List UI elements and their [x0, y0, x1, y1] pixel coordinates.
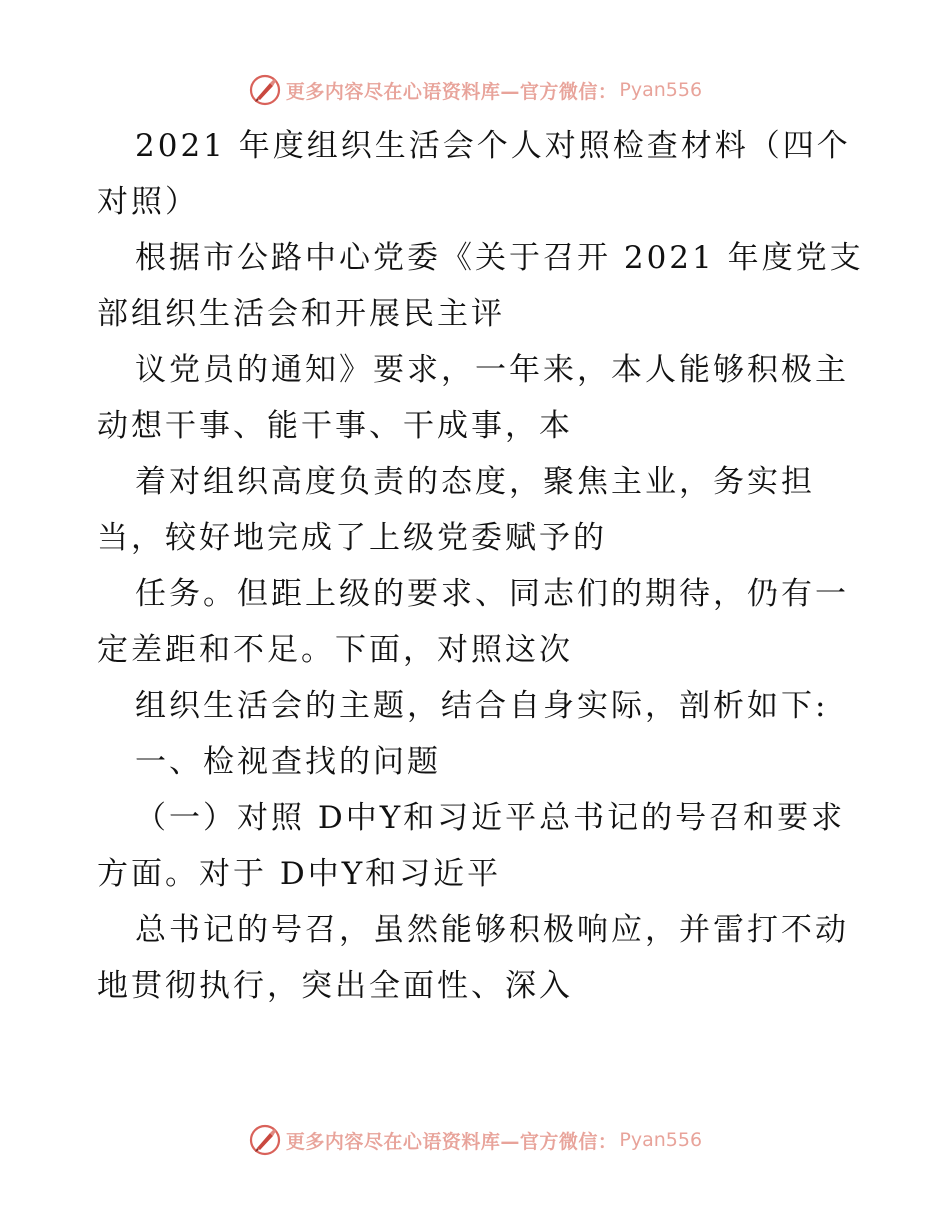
paragraph-line: 动想干事、能干事、干成事，本 — [97, 408, 573, 444]
paragraph-line: 部组织生活会和开展民主评 — [97, 296, 505, 332]
watermark-text: 更多内容尽在心语资料库—官方微信： — [285, 80, 618, 103]
paragraph-line: 总书记的号召，虽然能够积极响应，并雷打不动 — [135, 912, 849, 948]
paragraph-line: 议党员的通知》要求，一年来，本人能够积极主 — [135, 352, 849, 388]
paragraph-line: 当，较好地完成了上级党委赋予的 — [97, 520, 607, 556]
paragraph-line: 着对组织高度负责的态度，聚焦主业，务实担 — [135, 464, 815, 500]
document-body — [97, 118, 864, 1014]
wechat-id: Pyan556 — [619, 1129, 703, 1151]
title-line-2: 对照） — [97, 184, 199, 220]
paragraph-line: 地贯彻执行，突出全面性、深入 — [97, 968, 573, 1004]
title-line-1: 2021 年度组织生活会个人对照检查材料（四个 — [135, 128, 851, 164]
pen-quill-logo-icon — [248, 73, 282, 107]
wechat-id: Pyan556 — [619, 79, 703, 101]
section-heading: 一、检视查找的问题 — [135, 744, 441, 780]
paragraph-line: 根据市公路中心党委《关于召开 2021 年度党支 — [135, 240, 864, 276]
subsection-heading: （一）对照 D中Y和习近平总书记的号召和要求 — [135, 800, 846, 836]
paragraph-line: 定差距和不足。下面，对照这次 — [97, 632, 573, 668]
header-watermark-banner — [0, 70, 950, 110]
paragraph-line: 任务。但距上级的要求、同志们的期待，仍有一 — [135, 576, 849, 612]
pen-quill-logo-icon — [248, 1123, 282, 1157]
watermark-text: 更多内容尽在心语资料库—官方微信： — [285, 1130, 618, 1153]
paragraph-line: 组织生活会的主题，结合自身实际，剖析如下: — [135, 688, 829, 724]
paragraph-line: 方面。对于 D中Y和习近平 — [97, 856, 502, 892]
footer-watermark-banner — [0, 1120, 950, 1160]
